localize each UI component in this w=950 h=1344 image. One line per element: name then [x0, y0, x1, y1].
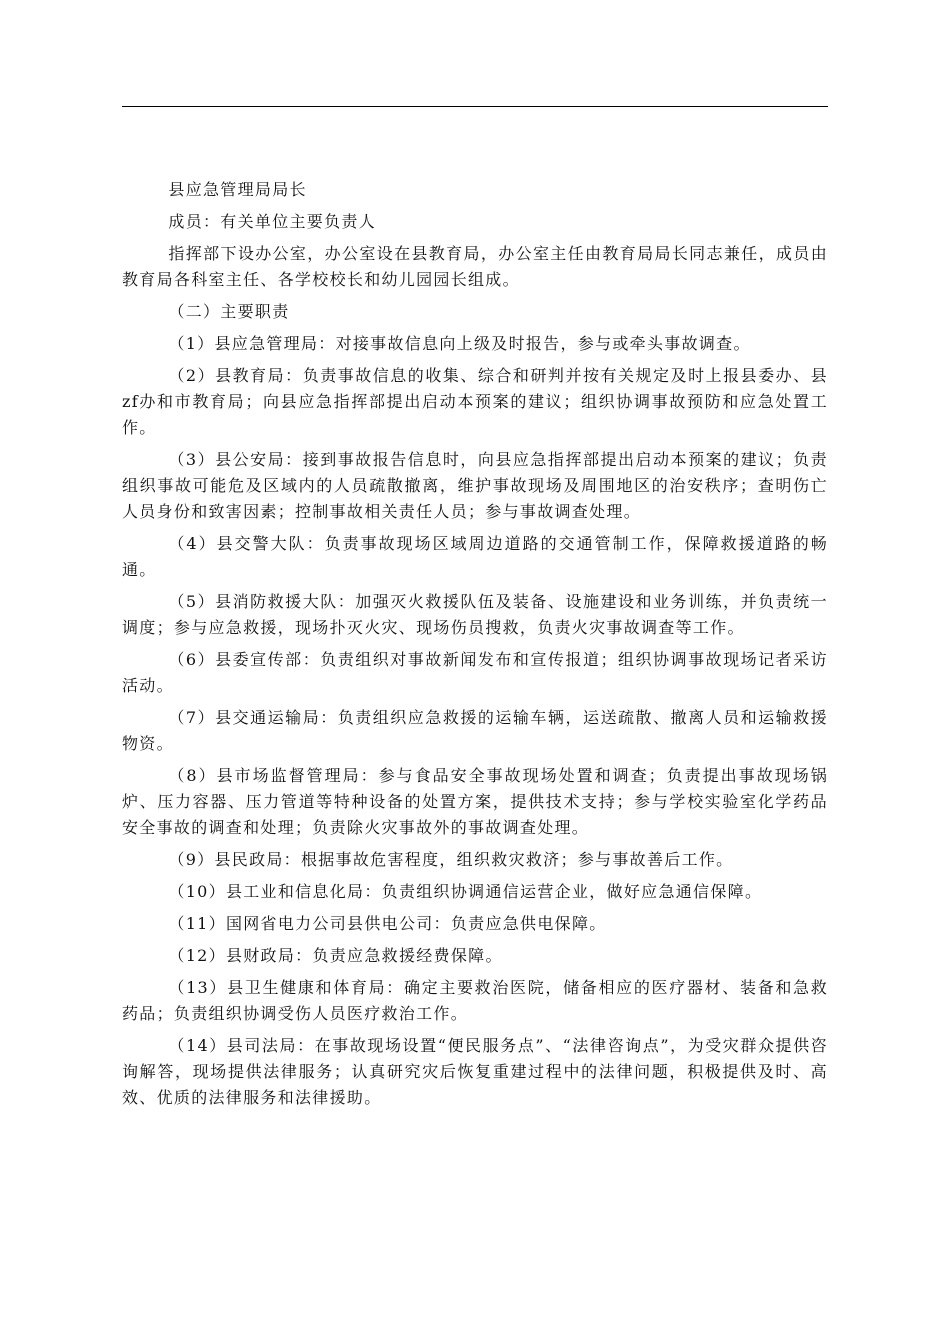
duty-item-7: （7）县交通运输局：负责组织应急救援的运输车辆，运送疏散、撤离人员和运输救援物资。 — [122, 708, 828, 753]
duty-item-11: （11）国网省电力公司县供电公司：负责应急供电保障。 — [168, 914, 607, 933]
duty-item-8: （8）县市场监督管理局：参与食品安全事故现场处置和调查；负责提出事故现场锅炉、压力容器、压力管道等特种设备的处置方案，提供技术支持；参与学校实验室化学药品安全事故的调查和处理；负责除火灾事故外的事故调查处理。 — [122, 766, 828, 837]
duty-item-3: （3）县公安局：接到事故报告信息时，向县应急指挥部提出启动本预案的建议；负责组织事故可能危及区域内的人员疏散撤离，维护事故现场及周围地区的治安秩序；查明伤亡人员身份和致害因素；控制事故相关责任人员；参与事故调查处理。 — [122, 450, 828, 521]
duty-item-14: （14）县司法局：在事故现场设置“便民服务点”、“法律咨询点”，为受灾群众提供咨询解答，现场提供法律服务；认真研究灾后恢复重建过程中的法律问题，积极提供及时、高效、优质的法律服务和法律援助。 — [122, 1036, 828, 1107]
duty-item-6: （6）县委宣传部：负责组织对事故新闻发布和宣传报道；组织协调事故现场记者采访活动。 — [122, 650, 828, 695]
duty-item-9: （9）县民政局：根据事故危害程度，组织救灾救济；参与事故善后工作。 — [168, 850, 734, 869]
duty-item-10: （10）县工业和信息化局：负责组织协调通信运营企业，做好应急通信保障。 — [168, 882, 763, 901]
paragraph-members: 成员：有关单位主要负责人 — [168, 212, 376, 231]
duty-item-2: （2）县教育局：负责事故信息的收集、综合和研判并按有关规定及时上报县委办、县zf办和市教育局；向县应急指挥部提出启动本预案的建议；组织协调事故预防和应急处置工作。 — [122, 366, 828, 437]
duty-item-4: （4）县交警大队：负责事故现场区域周边道路的交通管制工作，保障救援道路的畅通。 — [122, 534, 828, 579]
document-body — [122, 177, 828, 1117]
header-rule — [122, 106, 828, 107]
duty-item-12: （12）县财政局：负责应急救援经费保障。 — [168, 946, 503, 965]
paragraph-commander: 县应急管理局局长 — [168, 180, 307, 199]
duty-item-13: （13）县卫生健康和体育局：确定主要救治医院，储备相应的医疗器材、装备和急救药品；负责组织协调受伤人员医疗救治工作。 — [122, 978, 828, 1023]
section-heading-duties: （二）主要职责 — [168, 302, 290, 321]
paragraph-office: 指挥部下设办公室，办公室设在县教育局，办公室主任由教育局局长同志兼任，成员由教育局各科室主任、各学校校长和幼儿园园长组成。 — [122, 244, 828, 289]
duty-item-1: （1）县应急管理局：对接事故信息向上级及时报告，参与或牵头事故调查。 — [168, 334, 751, 353]
duty-item-5: （5）县消防救援大队：加强灭火救援队伍及装备、设施建设和业务训练，并负责统一调度；参与应急救援，现场扑灭火灾、现场伤员搜救，负责火灾事故调查等工作。 — [122, 592, 828, 637]
